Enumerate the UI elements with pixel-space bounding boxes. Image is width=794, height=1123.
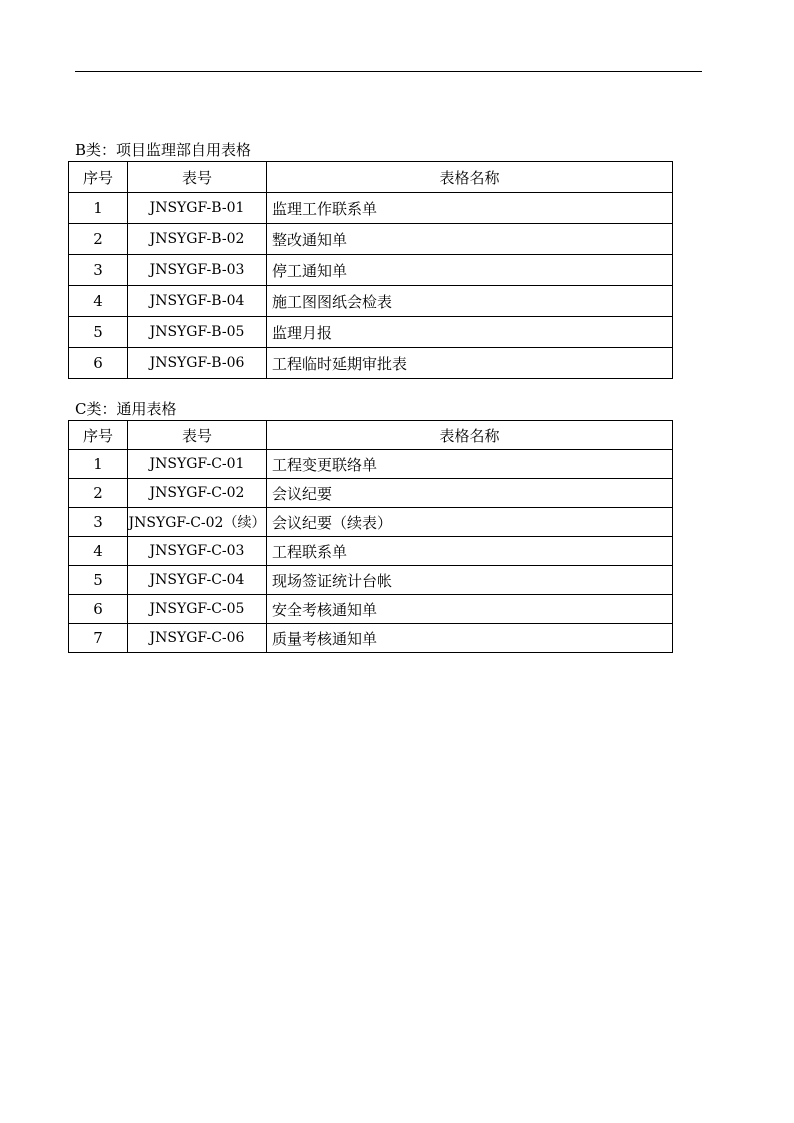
row-name: 监理月报: [267, 317, 673, 348]
row-seq: 6: [69, 348, 128, 379]
table-row: [69, 450, 673, 479]
row-name: 会议纪要: [267, 479, 673, 508]
header-seq: 序号: [69, 421, 128, 450]
row-code: JNSYGF-C-04: [128, 566, 267, 595]
table-row: [69, 595, 673, 624]
row-seq: 2: [69, 479, 128, 508]
table-row: [69, 193, 673, 224]
row-name: 施工图图纸会检表: [267, 286, 673, 317]
table-row: [69, 508, 673, 537]
row-name: 监理工作联系单: [267, 193, 673, 224]
header-name: 表格名称: [267, 162, 673, 193]
row-code: JNSYGF-C-03: [128, 537, 267, 566]
header-code: 表号: [128, 421, 267, 450]
row-code: JNSYGF-B-04: [128, 286, 267, 317]
row-name: 安全考核通知单: [267, 595, 673, 624]
table-row: [69, 255, 673, 286]
row-code: JNSYGF-C-02（续）: [128, 508, 267, 537]
table-row: [69, 224, 673, 255]
row-seq: 6: [69, 595, 128, 624]
row-name: 现场签证统计台帐: [267, 566, 673, 595]
header-name: 表格名称: [267, 421, 673, 450]
row-seq: 5: [69, 317, 128, 348]
table-row: [69, 624, 673, 653]
table-row: [69, 537, 673, 566]
header-rule: [75, 71, 702, 72]
row-name: 停工通知单: [267, 255, 673, 286]
row-code: JNSYGF-B-02: [128, 224, 267, 255]
table-header-row: [69, 421, 673, 450]
row-seq: 1: [69, 450, 128, 479]
header-code: 表号: [128, 162, 267, 193]
row-name: 质量考核通知单: [267, 624, 673, 653]
row-code: JNSYGF-B-03: [128, 255, 267, 286]
table-row: [69, 317, 673, 348]
row-seq: 3: [69, 255, 128, 286]
section-b-table: [68, 161, 673, 379]
row-seq: 7: [69, 624, 128, 653]
row-code: JNSYGF-C-01: [128, 450, 267, 479]
row-name: 工程联系单: [267, 537, 673, 566]
row-seq: 4: [69, 537, 128, 566]
row-code: JNSYGF-C-05: [128, 595, 267, 624]
row-seq: 2: [69, 224, 128, 255]
row-code: JNSYGF-B-06: [128, 348, 267, 379]
row-code: JNSYGF-C-06: [128, 624, 267, 653]
section-c-caption: C类：通用表格: [75, 400, 177, 418]
row-name: 会议纪要（续表）: [267, 508, 673, 537]
table-row: [69, 348, 673, 379]
section-c-table: [68, 420, 673, 653]
table-row: [69, 566, 673, 595]
row-seq: 3: [69, 508, 128, 537]
row-code: JNSYGF-B-05: [128, 317, 267, 348]
table-row: [69, 479, 673, 508]
table-row: [69, 286, 673, 317]
row-code: JNSYGF-C-02: [128, 479, 267, 508]
section-b-caption: B类：项目监理部自用表格: [75, 141, 252, 159]
row-name: 整改通知单: [267, 224, 673, 255]
table-header-row: [69, 162, 673, 193]
row-seq: 4: [69, 286, 128, 317]
row-seq: 1: [69, 193, 128, 224]
header-seq: 序号: [69, 162, 128, 193]
row-code: JNSYGF-B-01: [128, 193, 267, 224]
row-seq: 5: [69, 566, 128, 595]
row-name: 工程临时延期审批表: [267, 348, 673, 379]
row-name: 工程变更联络单: [267, 450, 673, 479]
